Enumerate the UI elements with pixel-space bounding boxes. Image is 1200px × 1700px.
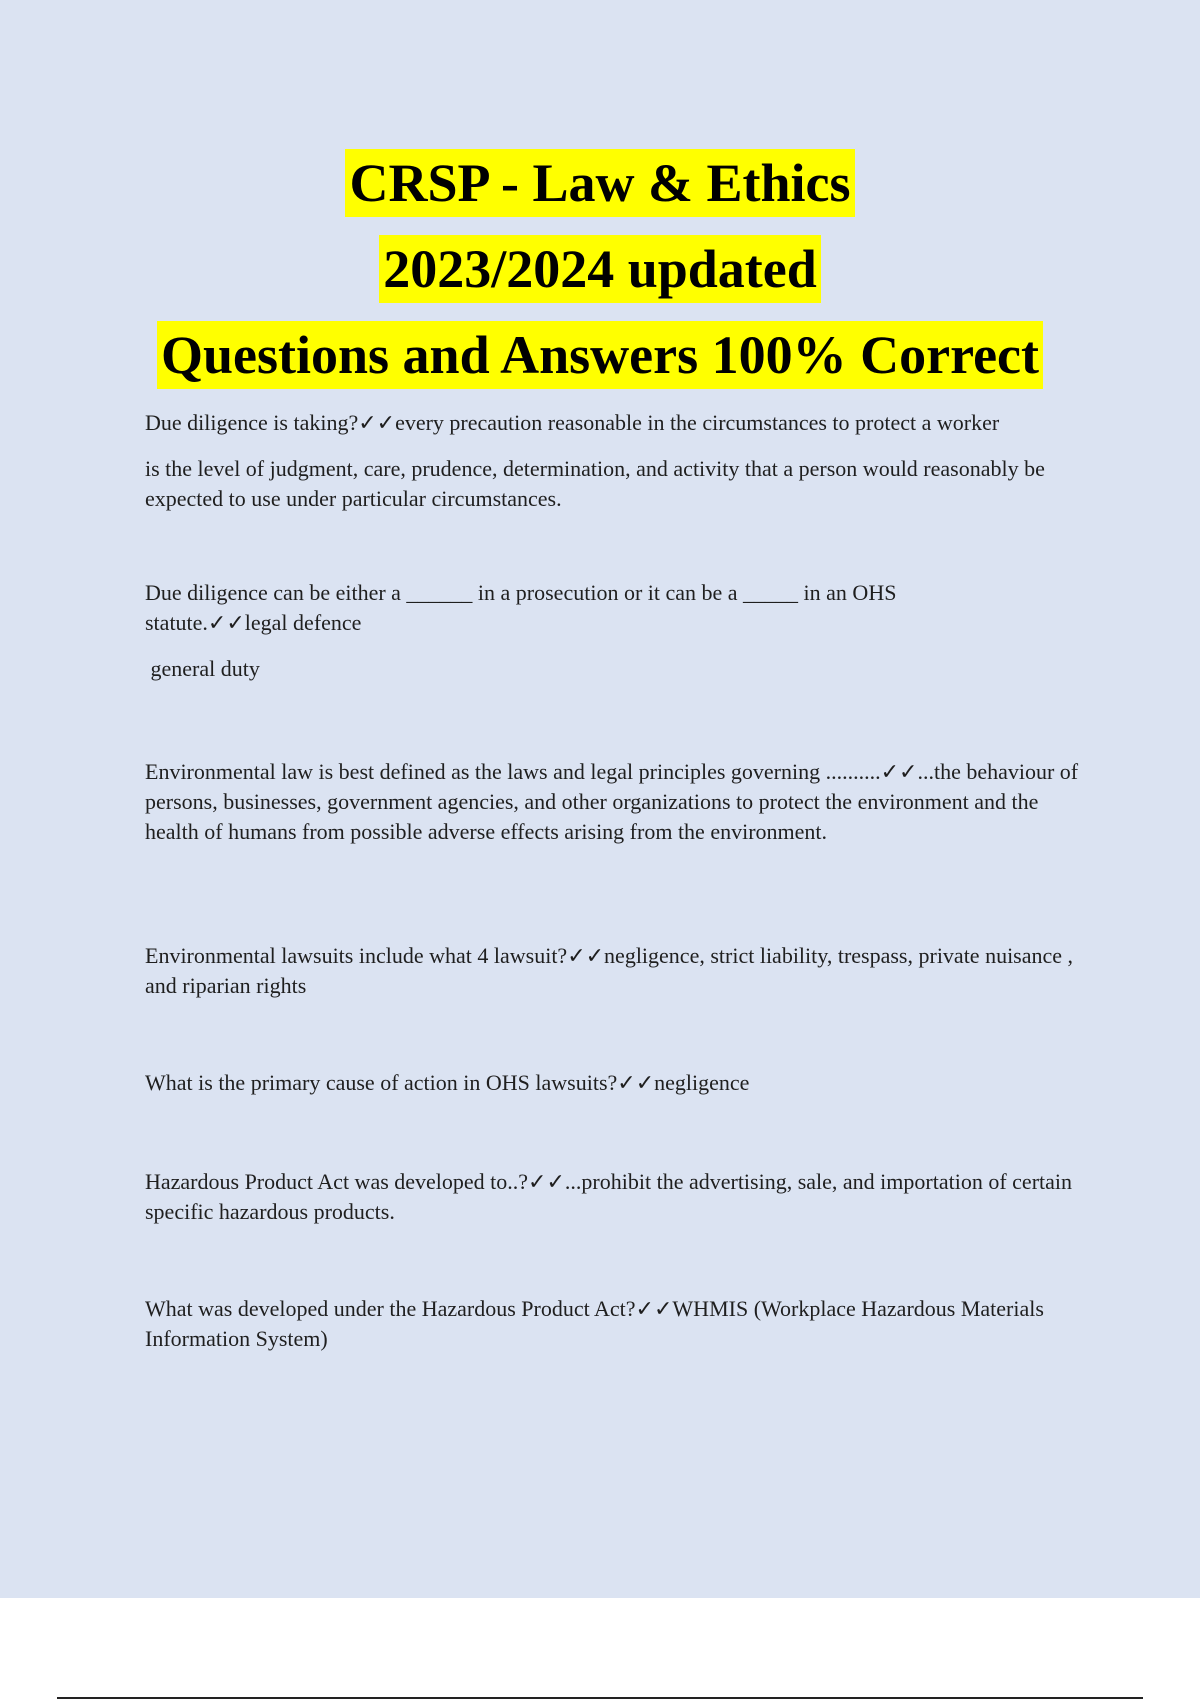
qa-item-3-line-1: Environmental law is best defined as the laws and legal principles governing ..........✓✓...the behaviour of persons, businesses, government agencies, and other organizations to protect the environment and the health of humans from possible adverse effects arising from the environment. bbox=[145, 759, 1079, 844]
qa-item-4-line-1: Environmental lawsuits include what 4 lawsuit?✓✓negligence, strict liability, trespass, private nuisance , and riparian rights bbox=[145, 943, 1074, 998]
title-text-3: Questions and Answers 100% Correct bbox=[157, 321, 1043, 389]
title-text-2: 2023/2024 updated bbox=[379, 235, 821, 303]
title-line-3 bbox=[0, 312, 1200, 398]
page-divider-line bbox=[57, 1697, 1143, 1699]
qa-item-7 bbox=[145, 1294, 1095, 1354]
qa-item-7-line-1: What was developed under the Hazardous Product Act?✓✓WHMIS (Workplace Hazardous Materials Information System) bbox=[145, 1296, 1044, 1351]
qa-item-6 bbox=[145, 1167, 1095, 1227]
qa-item-1-line-2: is the level of judgment, care, prudence, determination, and activity that a person would reasonably be expected to use under particular circumstances. bbox=[145, 456, 1045, 511]
qa-item-2-line-1: Due diligence can be either a ______ in a prosecution or it can be a _____ in an OHS statute.✓✓legal defence bbox=[145, 580, 897, 635]
qa-item-5-line-1: What is the primary cause of action in OHS lawsuits?✓✓negligence bbox=[145, 1070, 750, 1095]
title-text-1: CRSP - Law & Ethics bbox=[345, 149, 854, 217]
document-title bbox=[0, 140, 1200, 398]
title-line-2 bbox=[0, 226, 1200, 312]
qa-item-2 bbox=[145, 578, 1095, 684]
qa-item-2-line-2: general duty bbox=[145, 656, 260, 681]
qa-item-4 bbox=[145, 941, 1095, 1001]
qa-item-6-line-1: Hazardous Product Act was developed to..?✓✓...prohibit the advertising, sale, and importation of certain specific hazardous products. bbox=[145, 1169, 1073, 1224]
qa-item-1 bbox=[145, 408, 1095, 514]
qa-item-1-line-1: Due diligence is taking?✓✓every precaution reasonable in the circumstances to protect a worker bbox=[145, 410, 1000, 435]
title-line-1 bbox=[0, 140, 1200, 226]
qa-item-3 bbox=[145, 757, 1095, 847]
qa-item-5 bbox=[145, 1068, 1095, 1098]
